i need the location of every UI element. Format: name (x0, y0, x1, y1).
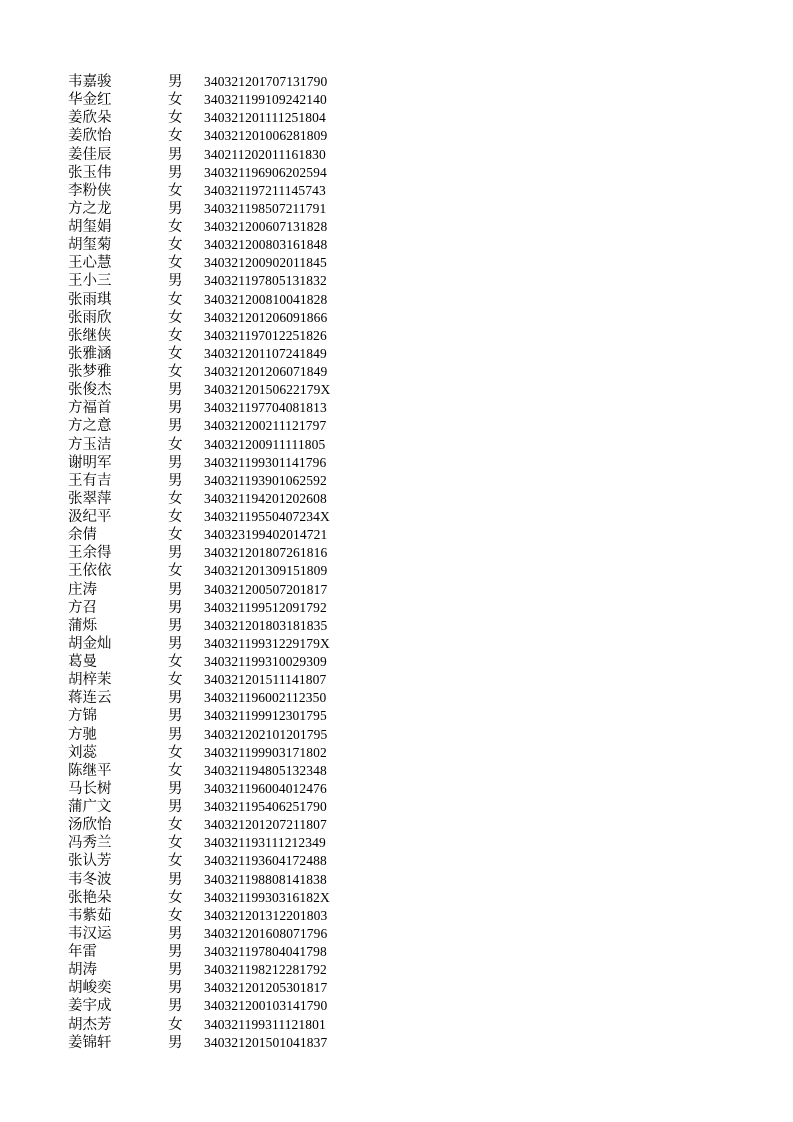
gender-cell: 女 (168, 907, 183, 924)
name-cell: 王小三 (68, 273, 112, 290)
name-cell: 方锦 (68, 708, 97, 725)
name-cell: 胡峻奕 (68, 980, 112, 997)
id-number-cell: 34032120150622179X (204, 382, 331, 398)
id-number-cell: 340321202101201795 (204, 726, 328, 742)
id-number-cell: 340321201206091866 (204, 309, 328, 325)
id-number-cell: 340321199301141796 (204, 454, 327, 470)
name-cell: 姜欣怡 (68, 128, 112, 145)
gender-cell: 女 (168, 563, 183, 580)
gender-cell: 男 (168, 708, 183, 725)
gender-cell: 男 (168, 726, 183, 743)
id-number-cell: 340321197012251826 (204, 327, 327, 343)
name-cell: 方玉洁 (68, 436, 112, 453)
table-row (68, 780, 368, 798)
name-cell: 王依依 (68, 563, 112, 580)
name-cell: 冯秀兰 (68, 835, 112, 852)
gender-cell: 女 (168, 889, 183, 906)
name-cell: 年雷 (68, 944, 97, 961)
table-row (68, 581, 368, 599)
id-number-cell: 340321199310029309 (204, 654, 327, 670)
table-row (68, 218, 368, 236)
table-row (68, 508, 368, 526)
id-number-cell: 340321201807261816 (204, 545, 328, 561)
id-number-cell: 340321197804041798 (204, 944, 327, 960)
id-number-cell: 34032119931229179X (204, 635, 330, 651)
id-number-cell: 34032119930316182X (204, 889, 330, 905)
name-cell: 韦嘉骏 (68, 74, 112, 91)
table-row (68, 146, 368, 164)
name-cell: 汤欣怡 (68, 817, 112, 834)
roster-table (68, 73, 368, 1052)
id-number-cell: 340321201206071849 (204, 364, 328, 380)
name-cell: 张雨欣 (68, 309, 112, 326)
gender-cell: 女 (168, 744, 183, 761)
id-number-cell: 340321200902011845 (204, 255, 327, 271)
id-number-cell: 340321193604172488 (204, 853, 327, 869)
table-row (68, 943, 368, 961)
gender-cell: 男 (168, 690, 183, 707)
table-row (68, 91, 368, 109)
id-number-cell: 340321201207211807 (204, 817, 327, 833)
id-number-cell: 340321197211145743 (204, 182, 326, 198)
id-number-cell: 340321195406251790 (204, 799, 327, 815)
gender-cell: 女 (168, 490, 183, 507)
id-number-cell: 340321201501041837 (204, 1034, 328, 1050)
id-number-cell: 340321200103141790 (204, 998, 328, 1014)
name-cell: 刘蕊 (68, 744, 97, 761)
table-row (68, 925, 368, 943)
name-cell: 姜佳辰 (68, 146, 112, 163)
table-row (68, 254, 368, 272)
name-cell: 胡杰芳 (68, 1016, 112, 1033)
name-cell: 余倩 (68, 527, 97, 544)
gender-cell: 女 (168, 92, 183, 109)
name-cell: 韦紫茹 (68, 907, 112, 924)
name-cell: 张俊杰 (68, 382, 112, 399)
name-cell: 方召 (68, 599, 97, 616)
table-row (68, 236, 368, 254)
table-row (68, 617, 368, 635)
table-row (68, 327, 368, 345)
table-row (68, 436, 368, 454)
gender-cell: 女 (168, 255, 183, 272)
name-cell: 胡涛 (68, 962, 97, 979)
id-number-cell: 340321201707131790 (204, 74, 328, 90)
name-cell: 韦冬波 (68, 871, 112, 888)
table-row (68, 671, 368, 689)
table-row (68, 417, 368, 435)
gender-cell: 男 (168, 944, 183, 961)
table-row (68, 889, 368, 907)
table-row (68, 1016, 368, 1034)
gender-cell: 男 (168, 780, 183, 797)
name-cell: 方之龙 (68, 200, 112, 217)
id-number-cell: 340321194805132348 (204, 762, 327, 778)
table-row (68, 726, 368, 744)
id-number-cell: 340321200803161848 (204, 237, 328, 253)
table-row (68, 490, 368, 508)
table-row (68, 834, 368, 852)
gender-cell: 男 (168, 418, 183, 435)
table-row (68, 127, 368, 145)
gender-cell: 女 (168, 853, 183, 870)
table-row (68, 979, 368, 997)
gender-cell: 女 (168, 654, 183, 671)
table-row (68, 599, 368, 617)
name-cell: 葛曼 (68, 654, 97, 671)
gender-cell: 男 (168, 472, 183, 489)
gender-cell: 男 (168, 1034, 183, 1051)
gender-cell: 女 (168, 762, 183, 779)
name-cell: 王余得 (68, 545, 112, 562)
gender-cell: 女 (168, 527, 183, 544)
table-row (68, 73, 368, 91)
gender-cell: 男 (168, 74, 183, 91)
gender-cell: 女 (168, 364, 183, 381)
table-row (68, 345, 368, 363)
name-cell: 胡玺菊 (68, 237, 112, 254)
table-row (68, 744, 368, 762)
gender-cell: 女 (168, 110, 183, 127)
name-cell: 张艳朵 (68, 889, 112, 906)
name-cell: 胡梓茉 (68, 672, 112, 689)
gender-cell: 女 (168, 1016, 183, 1033)
table-row (68, 997, 368, 1015)
gender-cell: 女 (168, 345, 183, 362)
name-cell: 方驰 (68, 726, 97, 743)
id-number-cell: 340321194201202608 (204, 490, 327, 506)
name-cell: 姜欣朵 (68, 110, 112, 127)
table-row (68, 852, 368, 870)
gender-cell: 男 (168, 545, 183, 562)
table-row (68, 635, 368, 653)
id-number-cell: 340321198212281792 (204, 962, 327, 978)
id-number-cell: 340321193901062592 (204, 472, 327, 488)
id-number-cell: 340321200911111805 (204, 436, 326, 452)
name-cell: 张雅涵 (68, 345, 112, 362)
id-number-cell: 340321200507201817 (204, 581, 328, 597)
name-cell: 姜宇成 (68, 998, 112, 1015)
id-number-cell: 340321196906202594 (204, 164, 327, 180)
name-cell: 胡金灿 (68, 635, 112, 652)
id-number-cell: 340321201803181835 (204, 617, 328, 633)
name-cell: 胡玺娟 (68, 219, 112, 236)
id-number-cell: 340321201608071796 (204, 925, 328, 941)
id-number-cell: 340321198808141838 (204, 871, 327, 887)
gender-cell: 女 (168, 219, 183, 236)
name-cell: 王有吉 (68, 472, 112, 489)
table-row (68, 762, 368, 780)
table-row (68, 798, 368, 816)
table-row (68, 109, 368, 127)
id-number-cell: 340321196004012476 (204, 780, 327, 796)
name-cell: 蒲烁 (68, 617, 97, 634)
table-row (68, 182, 368, 200)
name-cell: 张玉伟 (68, 164, 112, 181)
name-cell: 方之意 (68, 418, 112, 435)
gender-cell: 男 (168, 962, 183, 979)
table-row (68, 707, 368, 725)
id-number-cell: 340323199402014721 (204, 527, 328, 543)
gender-cell: 女 (168, 291, 183, 308)
gender-cell: 男 (168, 581, 183, 598)
id-number-cell: 340321197704081813 (204, 400, 327, 416)
gender-cell: 男 (168, 599, 183, 616)
gender-cell: 男 (168, 200, 183, 217)
table-row (68, 689, 368, 707)
id-number-cell: 340321198507211791 (204, 200, 327, 216)
name-cell: 张雨琪 (68, 291, 112, 308)
table-row (68, 272, 368, 290)
gender-cell: 女 (168, 672, 183, 689)
id-number-cell: 340321201312201803 (204, 907, 328, 923)
name-cell: 韦汉运 (68, 925, 112, 942)
id-number-cell: 340321196002112350 (204, 690, 327, 706)
id-number-cell: 340321199903171802 (204, 744, 327, 760)
table-row (68, 200, 368, 218)
id-number-cell: 340321201309151809 (204, 563, 328, 579)
table-row (68, 1034, 368, 1052)
gender-cell: 男 (168, 164, 183, 181)
gender-cell: 女 (168, 327, 183, 344)
table-row (68, 399, 368, 417)
gender-cell: 男 (168, 454, 183, 471)
table-row (68, 454, 368, 472)
table-row (68, 907, 368, 925)
id-number-cell: 340321197805131832 (204, 273, 327, 289)
gender-cell: 女 (168, 835, 183, 852)
gender-cell: 男 (168, 400, 183, 417)
id-number-cell: 340321200607131828 (204, 219, 328, 235)
id-number-cell: 340321201111251804 (204, 110, 326, 126)
id-number-cell: 340321200810041828 (204, 291, 328, 307)
name-cell: 马长树 (68, 780, 112, 797)
gender-cell: 女 (168, 817, 183, 834)
name-cell: 蒲广文 (68, 799, 112, 816)
name-cell: 方福首 (68, 400, 112, 417)
name-cell: 姜锦轩 (68, 1034, 112, 1051)
table-row (68, 544, 368, 562)
name-cell: 蒋连云 (68, 690, 112, 707)
gender-cell: 女 (168, 436, 183, 453)
name-cell: 王心慧 (68, 255, 112, 272)
table-row (68, 363, 368, 381)
id-number-cell: 340321201511141807 (204, 672, 327, 688)
id-number-cell: 340321199912301795 (204, 708, 327, 724)
table-row (68, 653, 368, 671)
table-row (68, 291, 368, 309)
name-cell: 张梦雅 (68, 364, 112, 381)
gender-cell: 男 (168, 273, 183, 290)
table-row (68, 562, 368, 580)
gender-cell: 男 (168, 617, 183, 634)
gender-cell: 男 (168, 980, 183, 997)
gender-cell: 男 (168, 799, 183, 816)
gender-cell: 女 (168, 309, 183, 326)
id-number-cell: 340321201107241849 (204, 345, 327, 361)
gender-cell: 男 (168, 146, 183, 163)
name-cell: 谢明军 (68, 454, 112, 471)
id-number-cell: 340321193111212349 (204, 835, 326, 851)
gender-cell: 男 (168, 871, 183, 888)
name-cell: 张翠萍 (68, 490, 112, 507)
name-cell: 华金红 (68, 92, 112, 109)
table-row (68, 526, 368, 544)
name-cell: 张认芳 (68, 853, 112, 870)
gender-cell: 男 (168, 925, 183, 942)
table-row (68, 309, 368, 327)
id-number-cell: 340321201205301817 (204, 980, 328, 996)
name-cell: 陈继平 (68, 762, 112, 779)
gender-cell: 男 (168, 998, 183, 1015)
table-row (68, 472, 368, 490)
id-number-cell: 340321199109242140 (204, 92, 327, 108)
table-row (68, 871, 368, 889)
name-cell: 庄涛 (68, 581, 97, 598)
table-row (68, 381, 368, 399)
id-number-cell: 340321199512091792 (204, 599, 327, 615)
id-number-cell: 34032119550407234X (204, 509, 330, 525)
gender-cell: 女 (168, 182, 183, 199)
table-row (68, 816, 368, 834)
id-number-cell: 340321200211121797 (204, 418, 327, 434)
gender-cell: 女 (168, 509, 183, 526)
table-row (68, 164, 368, 182)
gender-cell: 男 (168, 635, 183, 652)
id-number-cell: 340321201006281809 (204, 128, 328, 144)
id-number-cell: 340321199311121801 (204, 1016, 326, 1032)
name-cell: 李粉侠 (68, 182, 112, 199)
gender-cell: 男 (168, 382, 183, 399)
name-cell: 汲纪平 (68, 509, 112, 526)
id-number-cell: 340211202011161830 (204, 146, 326, 162)
table-row (68, 961, 368, 979)
gender-cell: 女 (168, 128, 183, 145)
gender-cell: 女 (168, 237, 183, 254)
name-cell: 张继侠 (68, 327, 112, 344)
